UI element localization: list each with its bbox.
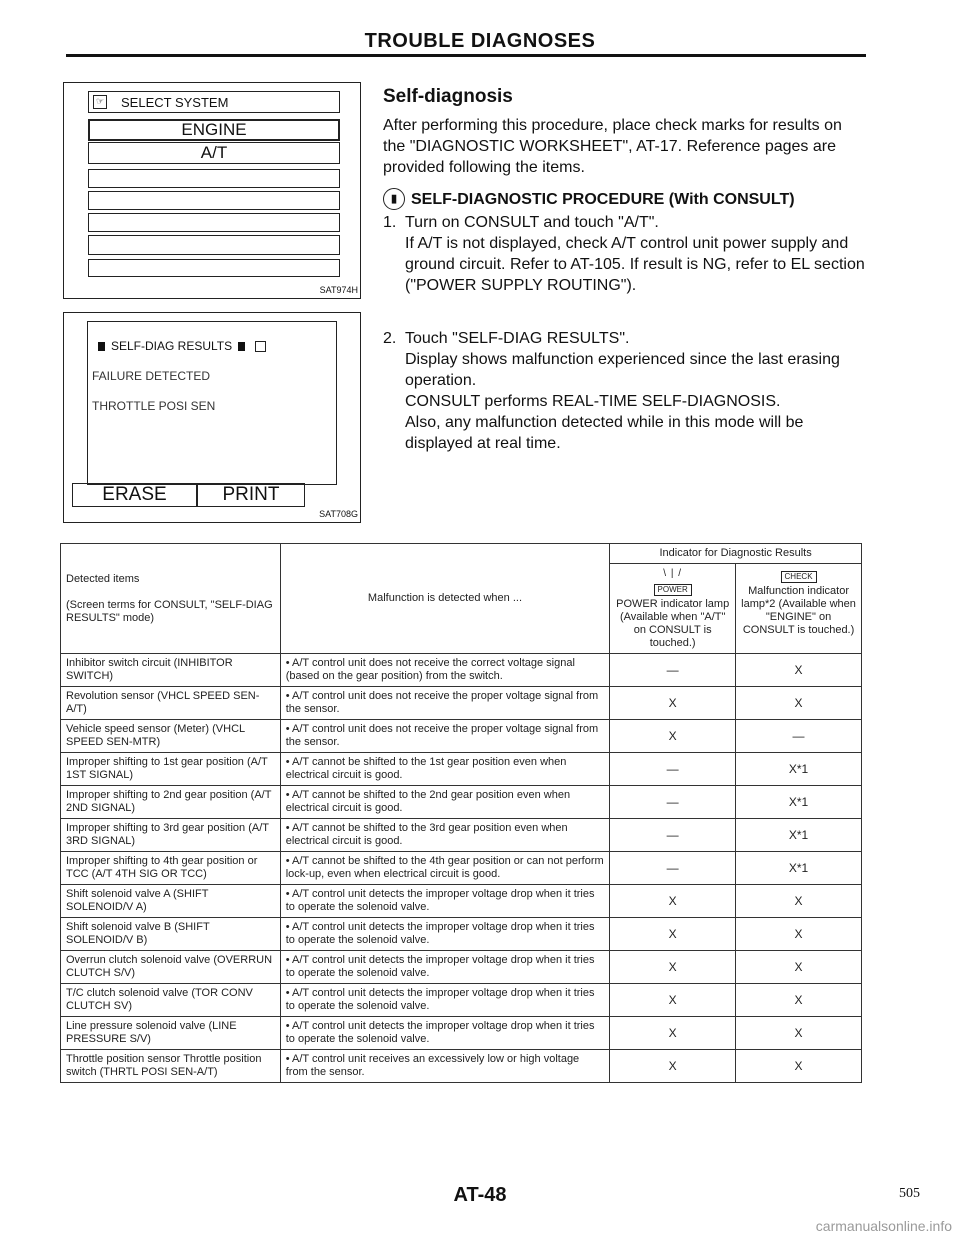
condition-cell: • A/T control unit detects the improper voltage drop when it tries to operate the solenoid valve. <box>280 951 610 984</box>
detected-item-cell: Improper shifting to 4th gear position or TCC (A/T 4TH SIG OR TCC) <box>61 852 281 885</box>
step-text: Touch "SELF-DIAG RESULTS". <box>405 330 630 347</box>
detected-item-text: THROTTLE POSI SEN <box>92 399 216 413</box>
power-rays-icon: \ | / <box>663 568 683 579</box>
empty-slot <box>88 191 340 210</box>
watermark: carmanualsonline.info <box>815 1218 952 1234</box>
detected-item-cell: Shift solenoid valve A (SHIFT SOLENOID/V A) <box>61 885 281 918</box>
page-code: AT-48 <box>453 1184 507 1206</box>
condition-cell: • A/T cannot be shifted to the 4th gear position or can not perform lock-up, even when electrical circuit is good. <box>280 852 610 885</box>
detected-item-cell: Line pressure solenoid valve (LINE PRESSURE S/V) <box>61 1017 281 1050</box>
col-header-power-lamp <box>610 564 736 654</box>
condition-cell: • A/T control unit does not receive the correct voltage signal (based on the gear position) from the switch. <box>280 654 610 687</box>
procedure-title <box>383 188 868 210</box>
self-diag-title-text: SELF-DIAG RESULTS <box>111 339 233 353</box>
table-row <box>61 654 862 687</box>
power-lamp-cell: X <box>610 687 736 720</box>
page-title: TROUBLE DIAGNOSES <box>364 30 596 52</box>
header-rule <box>66 54 866 57</box>
power-lamp-text: POWER indicator lamp (Available when "A/T" on CONSULT is touched.) <box>616 598 730 649</box>
erase-button[interactable]: ERASE <box>72 483 197 507</box>
page-number: 505 <box>899 1186 920 1201</box>
check-engine-icon: CHECK <box>781 571 817 583</box>
mil-cell: X <box>736 918 862 951</box>
table-row <box>61 786 862 819</box>
section-title: Self-diagnosis <box>383 86 513 107</box>
hand-pointer-icon: ☞ <box>93 95 107 109</box>
detected-item-cell: Improper shifting to 2nd gear position (A/T 2ND SIGNAL) <box>61 786 281 819</box>
table-row <box>61 1017 862 1050</box>
condition-cell: • A/T control unit detects the improper voltage drop when it tries to operate the solenoid valve. <box>280 885 610 918</box>
self-diag-figure <box>63 312 361 523</box>
detected-item-cell: Revolution sensor (VHCL SPEED SEN-A/T) <box>61 687 281 720</box>
step-number: 1. <box>383 214 397 231</box>
mil-cell: X <box>736 687 862 720</box>
mil-cell: X <box>736 1017 862 1050</box>
step-2 <box>383 328 868 454</box>
mil-text: Malfunction indicator lamp*2 (Available when "ENGINE" on CONSULT is touched.) <box>741 585 856 636</box>
col1-title: Detected items <box>66 572 140 585</box>
condition-cell: • A/T cannot be shifted to the 2nd gear position even when electrical circuit is good. <box>280 786 610 819</box>
table-row <box>61 720 862 753</box>
condition-cell: • A/T control unit detects the improper voltage drop when it tries to operate the solenoid valve. <box>280 1017 610 1050</box>
table-row <box>61 753 862 786</box>
power-lamp-cell: X <box>610 984 736 1017</box>
table-row <box>61 918 862 951</box>
step-text: Also, any malfunction detected while in this mode will be displayed at real time. <box>405 414 804 452</box>
detected-item-cell: Improper shifting to 3rd gear position (A/T 3RD SIGNAL) <box>61 819 281 852</box>
mil-cell: X <box>736 885 862 918</box>
intro-paragraph: After performing this procedure, place check marks for results on the "DIAGNOSTIC WORKSHEET", AT-17. Reference pages are provided following the items. <box>383 117 842 176</box>
detected-item-cell: Inhibitor switch circuit (INHIBITOR SWITCH) <box>61 654 281 687</box>
condition-cell: • A/T control unit does not receive the proper voltage signal from the sensor. <box>280 720 610 753</box>
step-1 <box>383 212 868 296</box>
power-lamp-cell: — <box>610 786 736 819</box>
print-button[interactable]: PRINT <box>197 483 305 507</box>
step-text: If A/T is not displayed, check A/T control unit power supply and ground circuit. Refer to AT-105. If result is NG, refer to EL section ("POWER SUPPLY ROUTING"). <box>405 235 865 294</box>
detected-item-cell: Shift solenoid valve B (SHIFT SOLENOID/V B) <box>61 918 281 951</box>
table-row <box>61 984 862 1017</box>
mil-cell: X <box>736 984 862 1017</box>
table-row <box>61 885 862 918</box>
step-text: Display shows malfunction experienced since the last erasing operation. <box>405 351 840 389</box>
condition-cell: • A/T cannot be shifted to the 1st gear position even when electrical circuit is good. <box>280 753 610 786</box>
power-lamp-cell: X <box>610 1017 736 1050</box>
power-lamp-cell: X <box>610 1050 736 1083</box>
power-lamp-icon: POWER <box>654 584 692 596</box>
table-row <box>61 951 862 984</box>
step-number: 2. <box>383 330 397 347</box>
indicator-header: Indicator for Diagnostic Results <box>610 544 862 564</box>
col1-subtitle: (Screen terms for CONSULT, "SELF-DIAG RESULTS" mode) <box>66 598 273 624</box>
condition-cell: • A/T control unit detects the improper voltage drop when it tries to operate the solenoid valve. <box>280 984 610 1017</box>
condition-cell: • A/T control unit detects the improper voltage drop when it tries to operate the solenoid valve. <box>280 918 610 951</box>
empty-slot <box>88 235 340 255</box>
condition-cell: • A/T control unit receives an excessively low or high voltage from the sensor. <box>280 1050 610 1083</box>
power-lamp-cell: X <box>610 918 736 951</box>
power-lamp-cell: — <box>610 819 736 852</box>
table-row <box>61 852 862 885</box>
table-row <box>61 1050 862 1083</box>
step-text: Turn on CONSULT and touch "A/T". <box>405 214 659 231</box>
diagnostic-results-table <box>60 543 862 1083</box>
consult-tool-icon: ▮ <box>383 188 405 210</box>
mil-cell: X*1 <box>736 786 862 819</box>
power-lamp-cell: X <box>610 720 736 753</box>
power-lamp-cell: — <box>610 753 736 786</box>
self-diag-results-title <box>92 339 266 353</box>
power-lamp-cell: X <box>610 951 736 984</box>
table-row <box>61 819 862 852</box>
table-row <box>61 687 862 720</box>
empty-slot <box>88 213 340 232</box>
mil-cell: X <box>736 951 862 984</box>
detected-item-cell: Throttle position sensor Throttle position switch (THRTL POSI SEN-A/T) <box>61 1050 281 1083</box>
col-header-mil <box>736 564 862 654</box>
mil-cell: X*1 <box>736 852 862 885</box>
block-marker-icon <box>238 342 245 351</box>
figure-code: SAT974H <box>319 285 358 295</box>
mil-cell: X*1 <box>736 819 862 852</box>
col-header-malfunction: Malfunction is detected when ... <box>280 544 610 654</box>
failure-detected-text: FAILURE DETECTED <box>92 369 211 383</box>
col-header-detected-items <box>61 544 281 654</box>
condition-cell: • A/T cannot be shifted to the 3rd gear position even when electrical circuit is good. <box>280 819 610 852</box>
engine-button[interactable]: ENGINE <box>88 119 340 141</box>
detected-item-cell: Overrun clutch solenoid valve (OVERRUN CLUTCH S/V) <box>61 951 281 984</box>
detected-item-cell: Vehicle speed sensor (Meter) (VHCL SPEED SEN-MTR) <box>61 720 281 753</box>
condition-cell: • A/T control unit does not receive the proper voltage signal from the sensor. <box>280 687 610 720</box>
select-system-figure <box>63 82 361 299</box>
power-lamp-cell: X <box>610 885 736 918</box>
select-system-label: SELECT SYSTEM <box>121 94 229 110</box>
mil-cell: X*1 <box>736 753 862 786</box>
power-lamp-cell: — <box>610 654 736 687</box>
power-lamp-cell: — <box>610 852 736 885</box>
checkbox-icon[interactable] <box>255 341 266 352</box>
at-button[interactable]: A/T <box>88 142 340 164</box>
step-text: CONSULT performs REAL-TIME SELF-DIAGNOSIS. <box>405 393 781 410</box>
mil-cell: — <box>736 720 862 753</box>
detected-item-cell: T/C clutch solenoid valve (TOR CONV CLUTCH SV) <box>61 984 281 1017</box>
empty-slot <box>88 259 340 277</box>
empty-slot <box>88 169 340 188</box>
detected-item-cell: Improper shifting to 1st gear position (A/T 1ST SIGNAL) <box>61 753 281 786</box>
procedure-title-text: SELF-DIAGNOSTIC PROCEDURE (With CONSULT) <box>411 190 795 208</box>
mil-cell: X <box>736 654 862 687</box>
block-marker-icon <box>98 342 105 351</box>
procedure-text <box>383 86 868 454</box>
mil-cell: X <box>736 1050 862 1083</box>
figure-code: SAT708G <box>319 509 358 519</box>
select-system-header <box>88 91 340 113</box>
